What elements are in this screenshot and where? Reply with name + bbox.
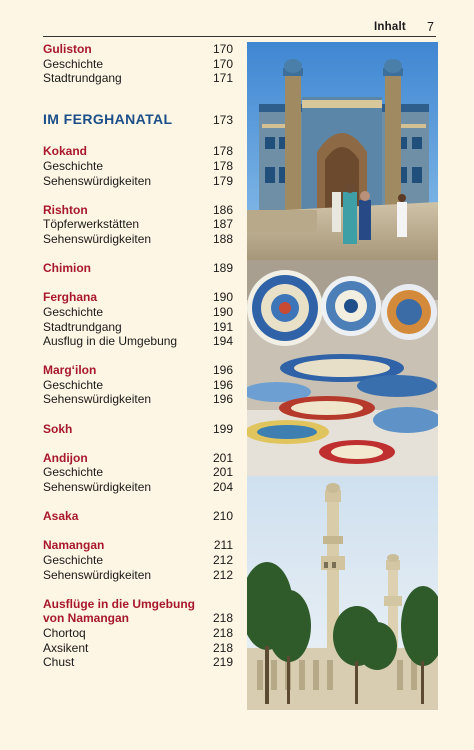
toc-page-number: 210 [212,509,233,524]
toc-title: von Namangan [43,611,130,626]
toc-page-number: 211 [213,538,233,553]
toc-entry [43,232,233,247]
toc-spacer [43,188,233,203]
toc-entry [43,320,233,335]
toc-entry [43,392,233,407]
minarets-photo [247,476,438,710]
toc-entry [43,334,233,349]
toc-title: Kokand [43,144,88,159]
toc-chapter-heading [43,112,233,128]
toc-title: Sehenswürdigkeiten [43,480,152,495]
toc-title: Sehenswürdigkeiten [43,392,152,407]
toc-entry [43,217,233,232]
mosque-photo [247,42,438,260]
toc-spacer [43,247,233,262]
toc-title: Geschichte [43,56,104,71]
toc-entry [43,159,233,174]
toc-page-number: 196 [212,377,233,392]
toc-entry [43,480,233,495]
header-rule [43,36,436,37]
toc-page-number: 179 [212,173,233,188]
toc-page-number: 190 [212,304,233,319]
toc-entry [43,465,233,480]
toc-page-number: 196 [212,363,233,378]
toc-entry-heading [43,144,233,159]
toc-title: Sehenswürdigkeiten [43,173,152,188]
toc-page-number: 178 [212,158,233,173]
toc-page-number: 194 [212,334,233,349]
toc-entry-heading [43,509,233,524]
toc-title: Chust [43,655,75,670]
toc-entry [43,305,233,320]
toc-title: Ferghana [43,290,98,305]
toc-entry-heading [43,42,233,57]
toc-page-number: 170 [212,56,233,71]
toc-page-number: 191 [212,319,233,334]
toc-page-number: 170 [212,42,233,56]
toc-title: Geschichte [43,553,104,567]
toc-page-number: 218 [212,611,233,626]
toc-title: Marg‘ilon [43,363,97,378]
toc-title: Andijon [43,450,88,465]
toc-page-number: 187 [212,217,233,232]
toc-title: Sokh [43,421,73,436]
toc-spacer [43,436,233,451]
toc-page-number: 201 [212,465,233,480]
toc-title: Stadtrundgang [43,71,122,86]
toc-entry [43,568,233,583]
toc-title: Sehenswürdigkeiten [43,231,152,246]
toc-spacer [43,495,233,510]
toc-title: Geschichte [43,158,104,173]
toc-title: Geschichte [43,465,104,480]
toc-entry-heading [43,451,233,466]
toc-title: Sehenswürdigkeiten [43,567,152,582]
toc-page-number: 212 [212,553,233,567]
toc-entry-heading [43,611,233,626]
toc-entry-heading [43,597,233,612]
toc-title: Chimion [43,261,91,276]
toc-entry [43,57,233,72]
toc-entry [43,71,233,86]
toc-title: Ausflug in die Umgebung [43,334,178,349]
table-of-contents [43,42,233,670]
toc-page-number: 204 [212,480,233,495]
toc-title: IM FERGHANATAL [43,110,173,127]
toc-title: Geschichte [43,304,104,319]
toc-title: Chortoq [43,625,86,640]
ceramics-photo [247,260,438,476]
toc-spacer [43,524,233,539]
toc-page-number: 219 [212,655,233,670]
toc-page-number: 218 [212,640,233,655]
toc-title: Töpferwerkstätten [43,217,140,232]
toc-title: Rishton [43,202,88,217]
toc-entry [43,626,233,641]
toc-entry-heading [43,290,233,305]
toc-page-number: 212 [212,567,233,582]
toc-title: Stadtrundgang [43,319,122,334]
toc-entry [43,378,233,393]
page-number: 7 [427,20,434,34]
toc-entry-heading [43,363,233,378]
toc-entry [43,553,233,568]
toc-page-number: 178 [212,144,233,159]
toc-title: Ausflüge in die Umgebung [43,596,195,611]
toc-page-number: 201 [212,450,233,465]
toc-page-number: 186 [212,202,233,217]
toc-title: Geschichte [43,377,104,392]
toc-title: Namangan [43,538,105,553]
toc-spacer [43,582,233,597]
toc-title: Guliston [43,42,92,56]
toc-title: Asaka [43,509,79,524]
toc-spacer [43,349,233,364]
toc-entry [43,174,233,189]
toc-page-number: 173 [212,112,233,127]
toc-entry-heading [43,422,233,437]
toc-page-number: 190 [212,290,233,305]
toc-page-number: 171 [212,71,233,86]
photo-column [247,42,438,710]
toc-page-number: 189 [212,261,233,276]
toc-entry-heading [43,538,233,553]
toc-entry-heading [43,203,233,218]
toc-entry [43,655,233,670]
toc-spacer [43,407,233,422]
toc-page-number: 218 [212,625,233,640]
toc-page-number: 188 [212,231,233,246]
toc-entry [43,641,233,656]
toc-entry-heading [43,261,233,276]
toc-title: Axsikent [43,640,89,655]
running-header-section: Inhalt [374,21,406,33]
toc-spacer [43,276,233,291]
toc-page-number: 199 [212,421,233,436]
toc-page-number: 196 [212,392,233,407]
